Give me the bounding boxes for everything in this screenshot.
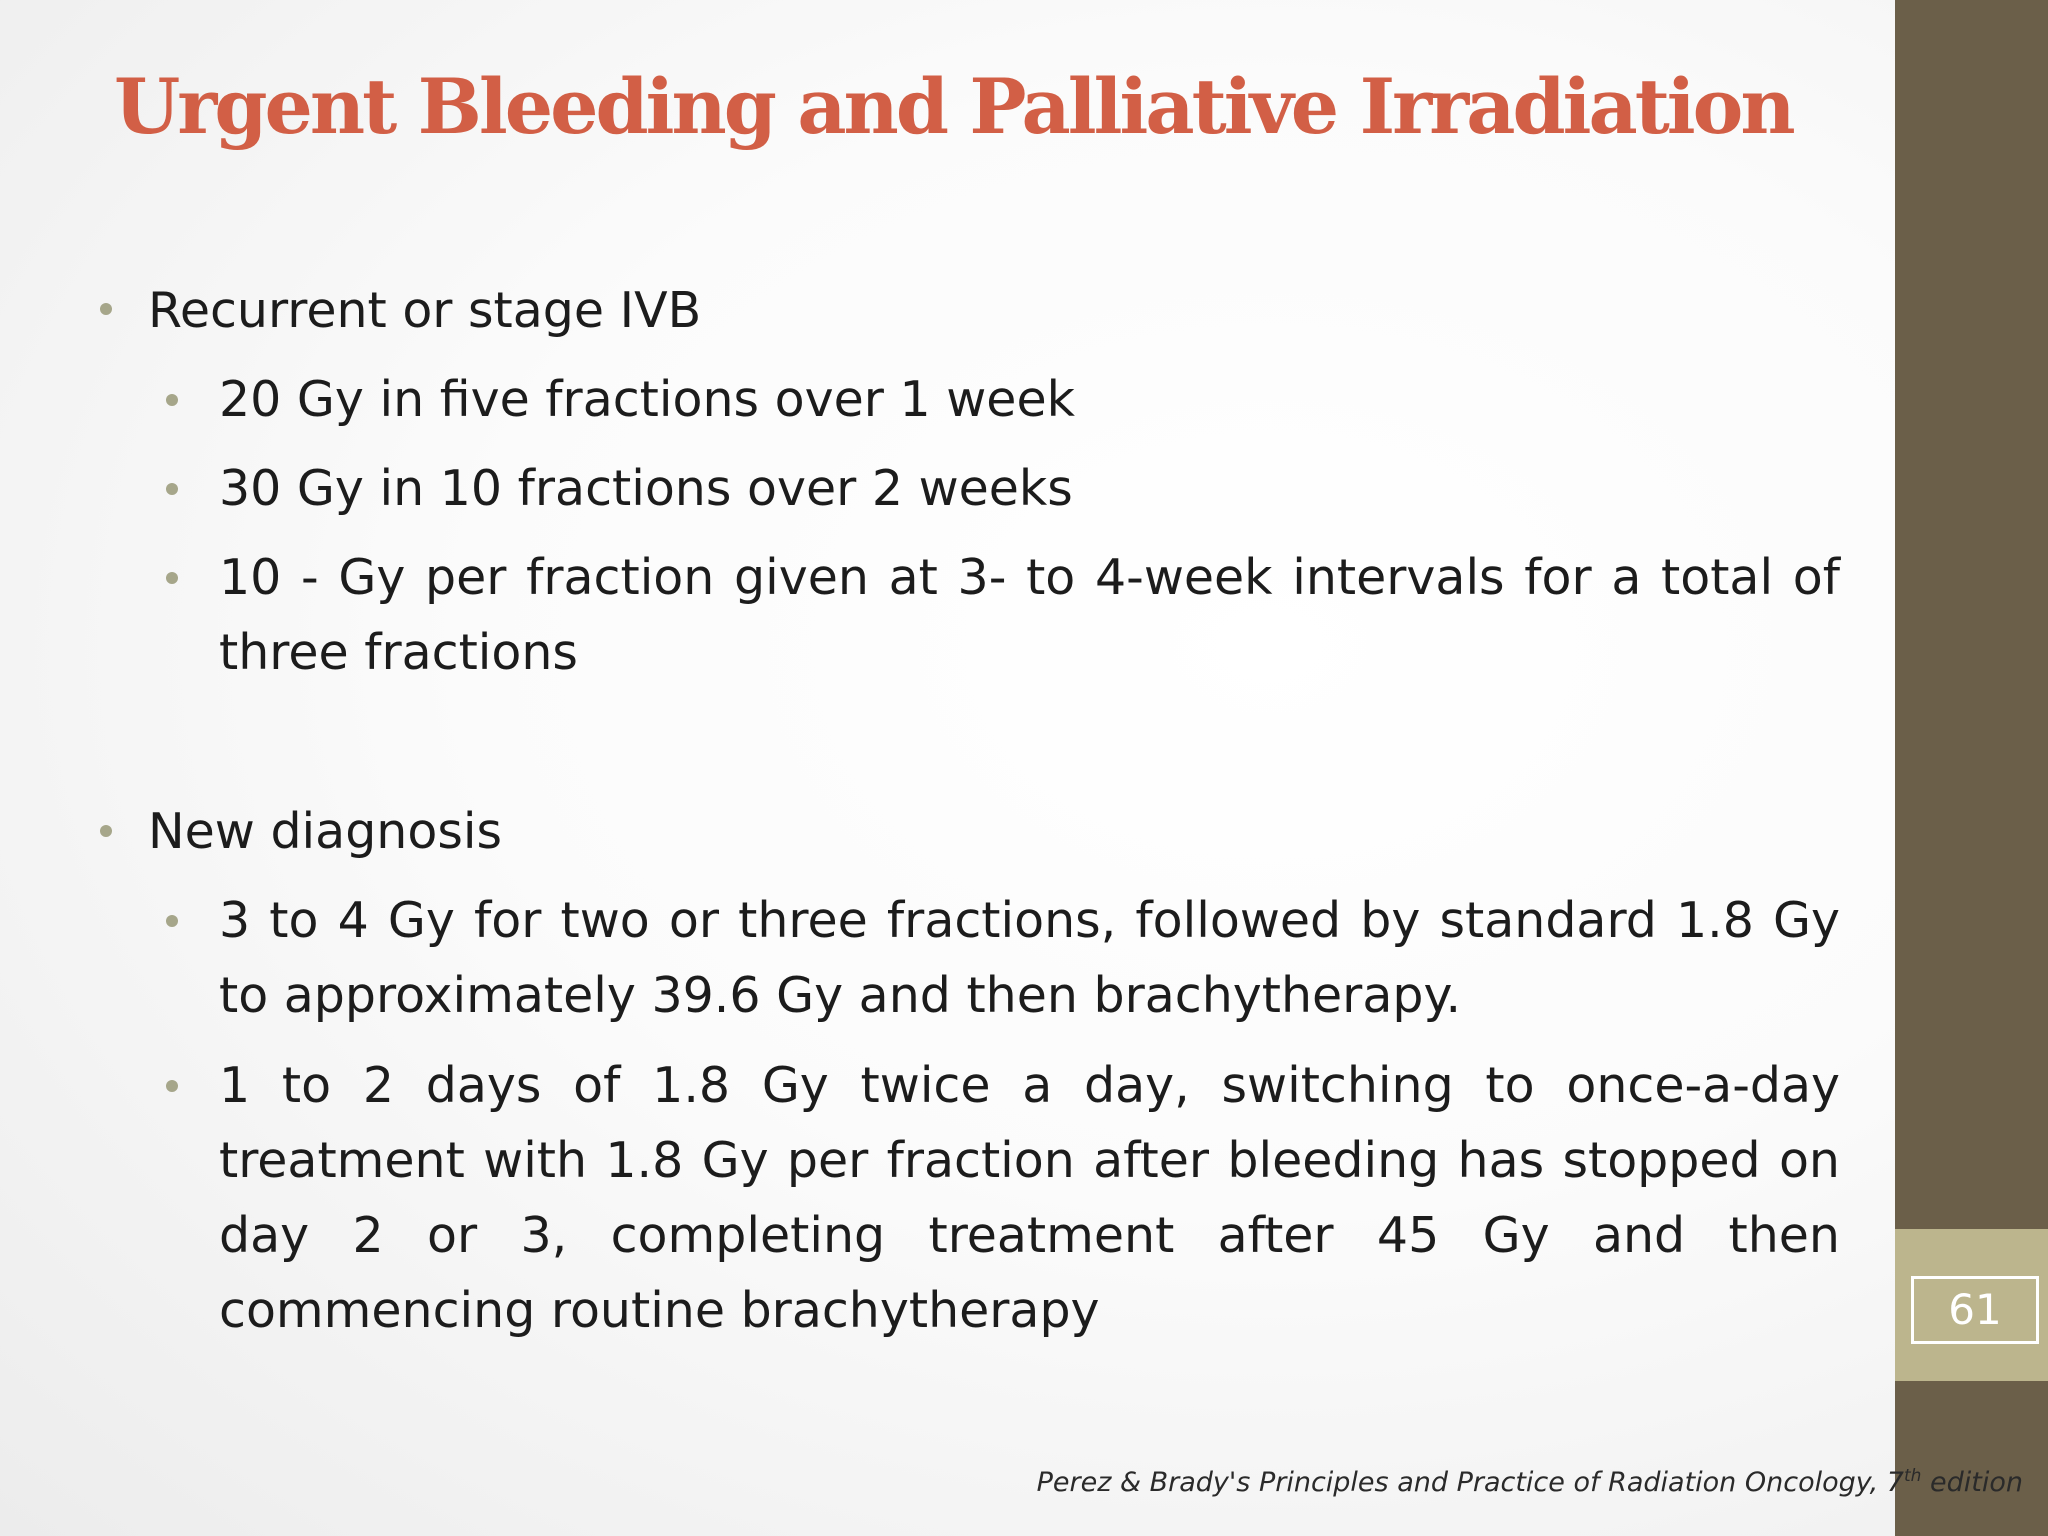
bullet-dot xyxy=(166,915,178,927)
list-item: 20 Gy in five fractions over 1 week xyxy=(219,371,1075,428)
section-heading-recurrent: Recurrent or stage IVB xyxy=(148,282,702,339)
bullet-dot xyxy=(166,394,178,406)
citation-suffix: edition xyxy=(1921,1467,2023,1498)
citation-superscript: th xyxy=(1903,1466,1922,1486)
bullet-dot xyxy=(166,1080,178,1092)
list-item: 3 to 4 Gy for two or three fractions, followed by standard 1.8 Gy to approximately 39.6 Gy and then brachytherapy. xyxy=(219,892,1840,1024)
bullet-dot xyxy=(166,572,178,584)
bullet-dot xyxy=(166,483,178,495)
page-number: 61 xyxy=(1911,1276,2039,1344)
slide-title: Urgent Bleeding and Palliative Irradiation xyxy=(114,62,1793,151)
citation xyxy=(1037,1466,2023,1498)
list-item: 10 - Gy per fraction given at 3- to 4-week intervals for a total of three fractions xyxy=(219,549,1840,681)
list-item: 1 to 2 days of 1.8 Gy twice a day, switching to once-a-day treatment with 1.8 Gy per fraction after bleeding has stopped on day 2 or 3, completing treatment after 45 Gy and then commencing routine brachytherapy xyxy=(219,1057,1840,1339)
section-heading-new-diagnosis: New diagnosis xyxy=(148,803,503,860)
citation-text: Perez & Brady's Principles and Practice of Radiation Oncology, 7 xyxy=(1036,1467,1904,1498)
bullet-dot xyxy=(100,825,112,837)
bullet-dot xyxy=(100,303,112,315)
list-item: 30 Gy in 10 fractions over 2 weeks xyxy=(219,460,1073,517)
